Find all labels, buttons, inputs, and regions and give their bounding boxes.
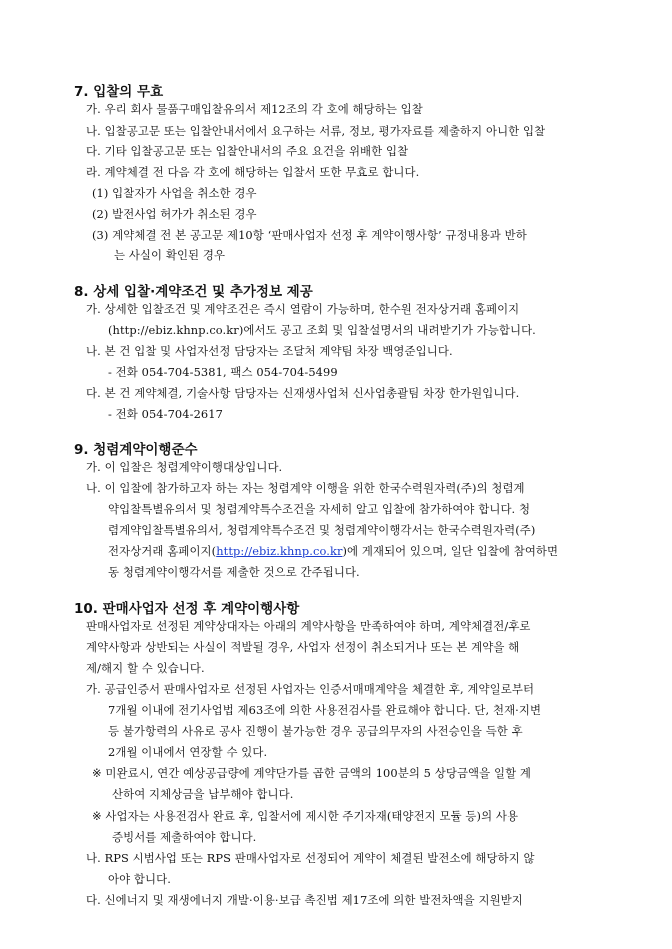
note-item: ※ 사업자는 사용전검사 완료 후, 입찰서에 제시한 주기자재(태양전지 모듈 등)의 사용 — [92, 809, 519, 823]
section-10-heading: 10. 판매사업자 선정 후 계약이행사항 — [74, 601, 300, 617]
list-item: 나. RPS 시범사업 또는 RPS 판매사업자로 선정되어 계약이 체결된 발전소에 해당하지 않 — [86, 851, 535, 865]
ebiz-link[interactable]: http://ebiz.khnp.co.kr — [216, 544, 343, 558]
sub-item-continuation: 는 사실이 확인된 경우 — [114, 248, 226, 262]
list-item: 가. 우리 회사 물품구매입찰유의서 제12조의 각 호에 해당하는 입찰 — [86, 102, 423, 116]
contact-line: - 전화 054-704-5381, 팩스 054-704-5499 — [108, 365, 338, 379]
list-item: 다. 본 건 계약체결, 기술사항 담당자는 신재생사업처 신사업총괄팀 차장 한가원입니다. — [86, 386, 520, 400]
list-item: 나. 입찰공고문 또는 입찰안내서에서 요구하는 서류, 정보, 평가자료를 제출하지 아니한 입찰 — [86, 124, 546, 138]
list-item-continuation: 동 청렴계약이행각서를 제출한 것으로 간주됩니다. — [108, 565, 360, 579]
list-item: 다. 기타 입찰공고문 또는 입찰안내서의 주요 요건을 위배한 입찰 — [86, 144, 409, 158]
note-continuation: 산하여 지체상금을 납부해야 합니다. — [112, 787, 294, 801]
list-item-continuation: 등 불가항력의 사유로 공사 진행이 불가능한 경우 공급의무자의 사전승인을 득한 후 — [108, 724, 523, 738]
sub-item: (2) 발전사업 허가가 취소된 경우 — [92, 207, 257, 221]
note-mark-icon: ※ — [92, 766, 102, 780]
list-item-continuation: 렴계약입찰특별유의서, 청렴계약특수조건 및 청렴계약이행각서는 한국수력원자력(주) — [108, 523, 536, 537]
section-7-heading: 7. 입찰의 무효 — [74, 84, 164, 100]
list-item-continuation: 아야 합니다. — [108, 872, 171, 886]
list-item: 다. 신에너지 및 재생에너지 개발·이용·보급 촉진법 제17조에 의한 발전차액을 지원받지 — [86, 893, 523, 907]
section-9-heading: 9. 청렴계약이행준수 — [74, 442, 198, 458]
list-item: 나. 본 건 입찰 및 사업자선정 담당자는 조달처 계약팀 차장 백영준입니다. — [86, 344, 453, 358]
note-item: ※ 미완료시, 연간 예상공급량에 계약단가를 곱한 금액의 100분의 5 상당금액을 일할 계 — [92, 766, 532, 780]
sub-item: (1) 입찰자가 사업을 취소한 경우 — [92, 186, 257, 200]
paragraph-line: 판매사업자로 선정된 계약상대자는 아래의 계약사항을 만족하여야 하며, 계약체결전/후로 — [86, 619, 531, 633]
contact-line: - 전화 054-704-2617 — [108, 407, 223, 421]
section-8-heading: 8. 상세 입찰·계약조건 및 추가정보 제공 — [74, 284, 313, 300]
note-mark-icon: ※ — [92, 809, 102, 823]
list-item: 가. 공급인증서 판매사업자로 선정된 사업자는 인증서매매계약을 체결한 후, 계약일로부터 — [86, 682, 535, 696]
list-item-continuation: 전자상거래 홈페이지(http://ebiz.khnp.co.kr)에 게재되어 있으며, 일단 입찰에 참여하면 — [108, 544, 559, 558]
sub-item: (3) 계약체결 전 본 공고문 제10항 ‘판매사업자 선정 후 계약이행사항’ 규정내용과 반하 — [92, 228, 527, 242]
list-item: 라. 계약체결 전 다음 각 호에 해당하는 입찰서 또한 무효로 합니다. — [86, 165, 420, 179]
note-continuation: 증빙서를 제출하여야 합니다. — [112, 830, 257, 844]
list-item-continuation: 7개월 이내에 전기사업법 제63조에 의한 사용전검사를 완료해야 합니다. 단, 천재·지변 — [108, 703, 542, 717]
paragraph-line: 계약사항과 상반되는 사실이 적발될 경우, 사업자 선정이 취소되거나 또는 본 계약을 해 — [86, 640, 520, 654]
paragraph-line: 제/해지 할 수 있습니다. — [86, 661, 205, 675]
list-item: 가. 상세한 입찰조건 및 계약조건은 즉시 열람이 가능하며, 한수원 전자상거래 홈페이지 — [86, 302, 520, 316]
list-item-continuation: (http://ebiz.khnp.co.kr)에서도 공고 조회 및 입찰설명서의 내려받기가 가능합니다. — [108, 323, 536, 337]
list-item: 가. 이 입찰은 청렴계약이행대상입니다. — [86, 460, 283, 474]
list-item-continuation: 2개월 이내에서 연장할 수 있다. — [108, 745, 268, 759]
list-item: 나. 이 입찰에 참가하고자 하는 자는 청렴계약 이행을 위한 한국수력원자력(주)의 청렴계 — [86, 481, 525, 495]
list-item-continuation: 약입찰특별유의서 및 청렴계약특수조건을 자세히 알고 입찰에 참가하여야 합니다. 청 — [108, 502, 531, 516]
